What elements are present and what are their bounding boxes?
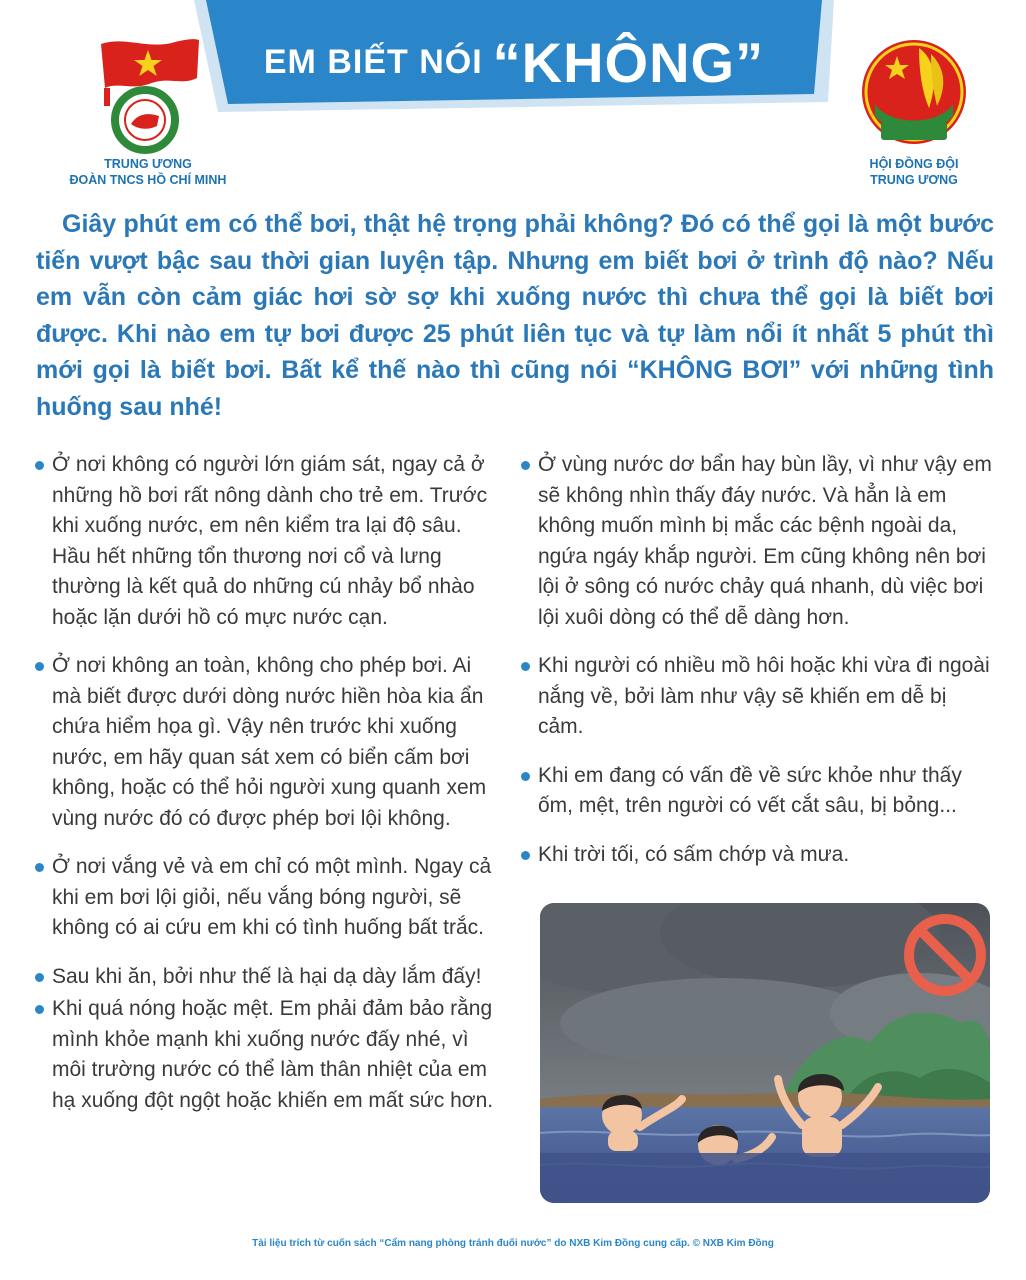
list-item <box>34 994 502 1116</box>
bullet-dot-icon <box>35 662 44 671</box>
storm-illustration <box>540 903 990 1203</box>
list-item-text: Khi trời tối, có sấm chớp và mưa. <box>538 842 850 866</box>
left-column <box>34 450 502 1116</box>
list-item <box>520 651 992 743</box>
bullet-dot-icon <box>35 1005 44 1014</box>
bullet-dot-icon <box>521 851 530 860</box>
list-item-text: Ở nơi không có người lớn giám sát, ngay cả ở những hồ bơi rất nông dành cho trẻ em. Trước khi xuống nước, em nên kiểm tra lại độ sâu. Hầu hết những tổn thương nơi cổ và lưng thường là kết quả do những cú nhảy bổ nhào hoặc lặn dưới hồ có mực nước cạn. <box>52 453 488 629</box>
bullet-dot-icon <box>35 863 44 872</box>
list-item <box>520 761 992 822</box>
page-title <box>188 30 840 95</box>
doi-thieu-nien-emblem-icon <box>859 34 969 156</box>
list-item-text: Khi người có nhiều mồ hôi hoặc khi vừa đi ngoài nắng về, bởi làm như vậy sẽ khiến em dễ bị cảm. <box>538 654 990 738</box>
list-item-text: Khi quá nóng hoặc mệt. Em phải đảm bảo rằng mình khỏe mạnh khi xuống nước đấy nhé, vì môi trường nước có thể làm thân nhiệt của em hạ xuống đột ngột hoặc khiến em mất sức hơn. <box>52 997 494 1112</box>
bullet-dot-icon <box>521 772 530 781</box>
list-item <box>520 450 992 633</box>
logo-right-line2: TRUNG ƯƠNG <box>870 173 958 187</box>
title-prefix: EM BIẾT NÓI <box>263 43 483 81</box>
logo-doan-tncs <box>58 36 238 188</box>
title-banner <box>188 0 840 126</box>
logo-hoi-dong-doi <box>836 34 992 188</box>
list-item-text: Ở vùng nước dơ bẩn hay bùn lầy, vì như vậy em sẽ không nhìn thấy đáy nước. Và hẳn là em không muốn mình bị mắc các bệnh ngoài da, ngứa ngáy khắp người. Em cũng không nên bơi lội ở sông có nước chảy quá nhanh, dù việc bơi lội xuôi dòng có thể dễ dàng hơn. <box>538 453 992 629</box>
list-item-text: Ở nơi không an toàn, không cho phép bơi. Ai mà biết được dưới dòng nước hiền hòa kia ẩn chứa hiểm họa gì. Vậy nên trước khi xuống nước, em hãy quan sát xem có biển cấm bơi không, hoặc có thể hỏi người xung quanh xem vùng nước đó có được phép bơi lội không. <box>52 654 487 830</box>
list-item-text: Ở nơi vắng vẻ và em chỉ có một mình. Ngay cả khi em bơi lội giỏi, nếu vắng bóng người, sẽ không có ai cứu em khi có tình huống bất trắc. <box>52 855 492 939</box>
right-column <box>520 450 992 870</box>
title-highlight: “KHÔNG” <box>492 31 765 94</box>
list-item <box>34 651 502 834</box>
bullet-dot-icon <box>521 461 530 470</box>
list-item <box>520 840 992 871</box>
logo-left-line2: ĐOÀN TNCS HỒ CHÍ MINH <box>69 173 227 187</box>
list-item <box>34 852 502 944</box>
doan-thanh-nien-emblem-icon <box>93 36 203 156</box>
list-item <box>34 450 502 633</box>
logo-left-line1: TRUNG ƯƠNG <box>104 157 192 171</box>
list-item-text: Khi em đang có vấn đề về sức khỏe như thấy ốm, mệt, trên người có vết cắt sâu, bị bỏng... <box>538 763 962 817</box>
intro-paragraph: Giây phút em có thể bơi, thật hệ trọng phải không? Đó có thể gọi là một bước tiến vượt bậc sau thời gian luyện tập. Nhưng em biết bơi ở trình độ nào? Nếu em vẫn còn cảm giác hơi sờ sợ khi xuống nước thì chưa thể gọi là biết bơi được. Khi nào em tự bơi được 25 phút liên tục và tự làm nổi ít nhất 5 phút thì mới gọi là biết bơi. Bất kể thế nào thì cũng nói “KHÔNG BƠI” với những tình huống sau nhé! <box>36 210 994 421</box>
source-credit: Tài liệu trích từ cuốn sách “Cẩm nang phòng tránh đuối nước” do NXB Kim Đồng cung cấp. © NXB Kim Đồng <box>252 1238 774 1249</box>
bullet-dot-icon <box>35 973 44 982</box>
list-item-text: Sau khi ăn, bởi như thế là hại dạ dày lắm đấy! <box>52 964 482 988</box>
logo-right-line1: HỘI ĐỒNG ĐỘI <box>869 157 959 171</box>
list-item <box>34 962 502 993</box>
bullet-dot-icon <box>521 662 530 671</box>
bullet-dot-icon <box>35 461 44 470</box>
no-swimming-storm-illustration-icon <box>540 903 990 1203</box>
